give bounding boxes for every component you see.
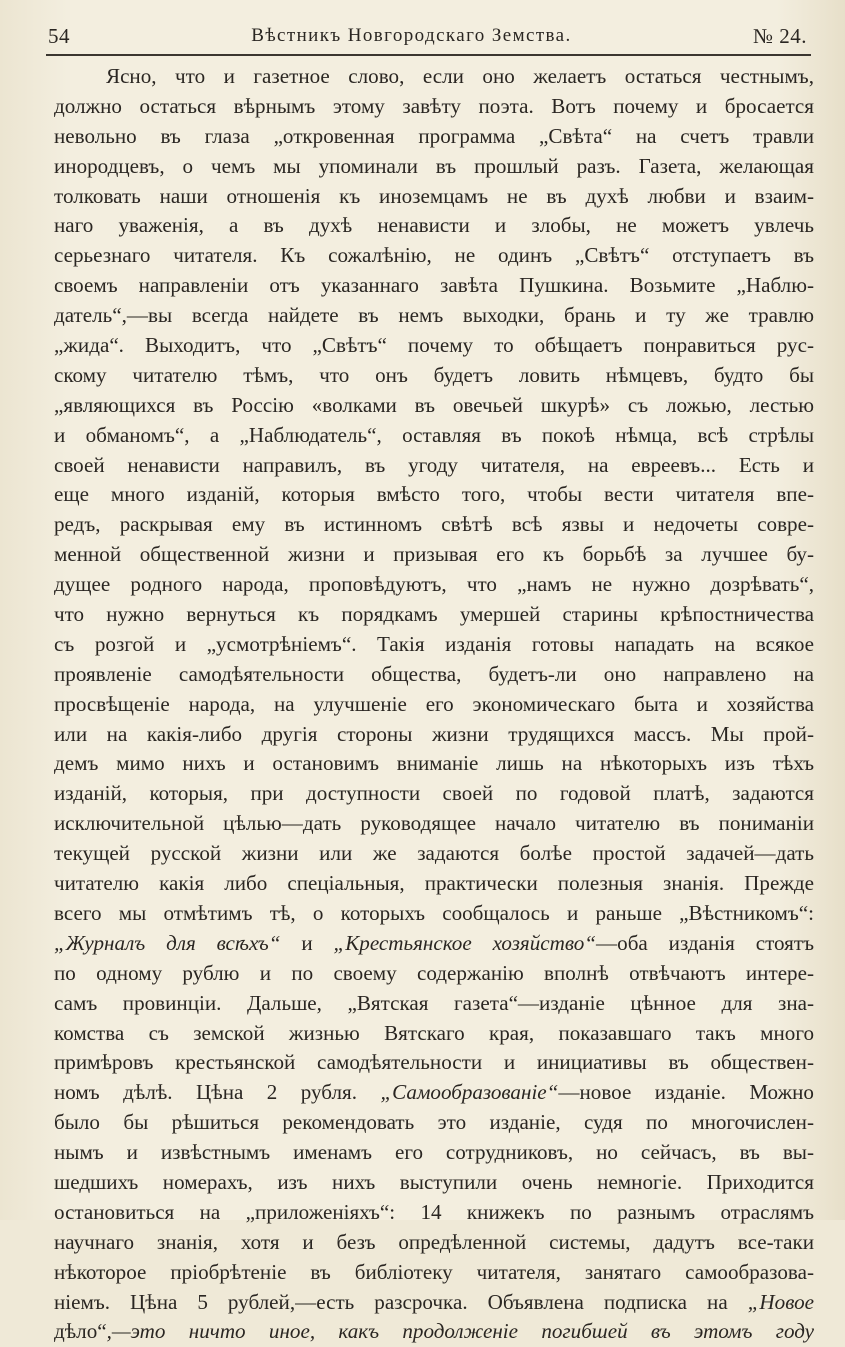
italic-title: „Крестьянское хозяйство“ — [333, 930, 597, 955]
text-line: или на какія-либо другія стороны жизни трудящихся массъ. Мы прой- — [54, 721, 814, 746]
italic-title: „Новое — [747, 1289, 814, 1314]
text-line: примѣровъ крестьянской самодѣятельности и инициативы въ обществен- — [54, 1050, 814, 1075]
italic-title: ,—это ничто иное, какъ продолженіе погибшей въ этомъ году — [106, 1319, 814, 1344]
text-line: „жида“. Выходитъ, что „Свѣтъ“ почему то обѣщаетъ понравиться рус- — [54, 333, 814, 358]
text-line: всего мы отмѣтимъ тѣ, о которыхъ сообщалось и раньше „Вѣстникомъ“: — [54, 900, 814, 925]
page-header — [48, 20, 807, 52]
text-line: изданій, которыя, при доступности своей по годовой платѣ, задаются — [54, 781, 814, 806]
text-line: что нужно вернуться къ порядкамъ умершей старины крѣпостничества — [54, 602, 814, 627]
text-line: наго уваженія, а въ духѣ ненависти и злобы, не можетъ увлечь — [54, 213, 814, 238]
text-line: Ясно, что и газетное слово, если оно желаетъ остаться честнымъ, — [106, 64, 814, 88]
text-line: серьезнаго читателя. Къ сожалѣнію, не одинъ „Свѣтъ“ отступаетъ въ — [54, 243, 814, 268]
text-line: нымъ и извѣстнымъ именамъ его сотрудниковъ, но сейчасъ, въ вы- — [54, 1140, 814, 1165]
text-line: просвѣщеніе народа, на улучшеніе его экономическаго быта и хозяйства — [54, 691, 814, 716]
text-line: демъ мимо нихъ и остановимъ вниманіе лишь на нѣкоторыхъ изъ тѣхъ — [54, 751, 814, 776]
text-line: инородцевъ, о чемъ мы упоминали въ прошлый разъ. Газета, желающая — [54, 153, 814, 178]
text-line: должно остаться вѣрнымъ этому завѣту поэта. Вотъ почему и бросается — [54, 93, 814, 118]
article-body — [54, 62, 814, 1347]
text-line: дущее родного народа, проповѣдуютъ, что „намъ не нужно дозрѣвать“, — [54, 572, 814, 597]
text-line: читателю какія либо спеціальныя, практически полезныя знанія. Прежде — [54, 871, 814, 896]
italic-title: „Самообразованіе“ — [380, 1080, 559, 1105]
text-line: менной общественной жизни и призывая его къ борьбѣ за лучшее бу- — [54, 542, 814, 567]
text-line: еще много изданій, которыя вмѣсто того, чтобы вести читателя впе- — [54, 482, 814, 507]
text-line: своей ненависти направилъ, въ угоду читателя, на евреевъ... Есть и — [54, 452, 814, 477]
text-line: номъ дѣлѣ. Цѣна 2 рубля. „Самообразованіе“—новое изданіе. Можно — [54, 1080, 814, 1105]
text-line: невольно въ глаза „откровенная программа „Свѣта“ на счетъ травли — [54, 123, 814, 148]
text-line: „являющихся въ Россію «волками въ овечьей шкурѣ» съ ложью, лестью — [54, 392, 814, 417]
text-line: своемъ направленіи отъ указаннаго завѣта Пушкина. Возьмите „Наблю- — [54, 273, 814, 298]
journal-title: Вѣстникъ Новгородскаго Земства. — [251, 25, 572, 46]
text-line: проявленіе самодѣятельности общества, будетъ-ли оно направлено на — [54, 661, 814, 686]
text-line: датель“,—вы всегда найдете въ немъ выходки, брань и ту же травлю — [54, 303, 814, 328]
text-line: толковать наши отношенія къ иноземцамъ не въ духѣ любви и взаим- — [54, 183, 814, 208]
text-line: исключительной цѣлью—дать руководящее начало читателю въ пониманіи — [54, 811, 814, 836]
text-line: редъ, раскрывая ему въ истинномъ свѣтѣ всѣ язвы и недочеты совре- — [54, 512, 814, 537]
header-rule — [46, 54, 811, 56]
text-line: ніемъ. Цѣна 5 рублей,—есть разсрочка. Объявлена подписка на „Новое — [54, 1289, 814, 1314]
text-line: скому читателю тѣмъ, что онъ будетъ ловить нѣмцевъ, будто бы — [54, 362, 814, 387]
text-line: по одному рублю и по своему содержанію вполнѣ отвѣчаютъ интере- — [54, 960, 814, 985]
page-number: 54 — [48, 23, 70, 48]
text-line: научнаго знанія, хотя и безъ опредѣленной системы, дадутъ все-таки — [54, 1229, 814, 1254]
text-line: было бы рѣшиться рекомендовать это изданіе, судя по многочислен- — [54, 1110, 814, 1135]
text-line: и обманомъ“, а „Наблюдатель“, оставляя въ покоѣ нѣмца, всѣ стрѣлы — [54, 422, 814, 447]
text-line: „Журналъ для всѣхъ“ и „Крестьянское хозяйство“—оба изданія стоятъ — [54, 930, 815, 955]
text-line: шедшихъ номерахъ, изъ нихъ выступили очень немногіе. Приходится — [54, 1169, 814, 1194]
text-line: нѣкоторое пріобрѣтеніе въ библіотеку читателя, занятаго самообразова- — [54, 1259, 814, 1284]
text-line: текущей русской жизни или же задаются болѣе простой задачей—дать — [54, 841, 814, 866]
text-line: съ розгой и „усмотрѣніемъ“. Такія изданія готовы нападать на всякое — [54, 631, 814, 656]
text-line: самъ провинціи. Дальше, „Вятская газета“—изданіе цѣнное для зна- — [54, 990, 814, 1015]
text-line: остановиться на „приложеніяхъ“: 14 книжекъ по разнымъ отраслямъ — [54, 1199, 814, 1224]
text-line: дѣло“,—это ничто иное, какъ продолженіе погибшей въ этомъ году — [54, 1319, 814, 1344]
text-line: комства съ земской жизнью Вятскаго края, показавшаго такъ много — [54, 1020, 814, 1045]
italic-title: „Журналъ для всѣхъ“ — [54, 930, 281, 955]
issue-number: № 24. — [752, 23, 807, 48]
